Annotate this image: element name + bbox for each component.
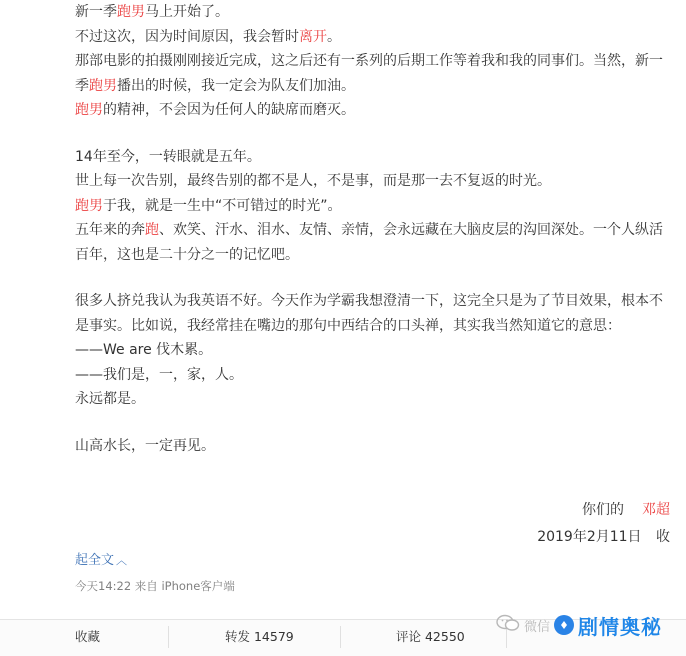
highlight-keyword[interactable]: 跑男 xyxy=(75,102,103,118)
post-line xyxy=(75,49,675,98)
text-segment: 山高水长，一定再见。 xyxy=(75,437,215,454)
text-segment: 五年来的奔 xyxy=(75,222,145,238)
signature-name: 邓超 xyxy=(642,502,670,518)
text-segment: 永远都是。 xyxy=(75,391,145,407)
post-meta: 今天14:22 来自 iPhone客户端 xyxy=(75,579,235,593)
post-date: 2019年2月11日 xyxy=(537,529,642,545)
paragraph-gap xyxy=(75,267,675,289)
post-line xyxy=(75,434,675,459)
post-line xyxy=(75,218,675,267)
post-line xyxy=(75,363,675,388)
highlight-keyword[interactable]: 跑 xyxy=(145,222,159,238)
text-segment: 不过这次，因为时间原因，我会暂时 xyxy=(75,28,299,45)
text-segment: 很多人挤兑我认为我英语不好。今天作为学霸我想澄清一下，这完全只是为了节目效果，根本不是事实。比如说，我经常挂在嘴边的那句中西结合的口头禅，其实我当然知道它的意思： xyxy=(75,293,663,334)
text-segment: ——We are 伐木累。 xyxy=(75,342,213,358)
post-line xyxy=(75,169,675,194)
post-line xyxy=(75,289,675,338)
text-segment: 马上开始了。 xyxy=(145,4,229,20)
paragraph-gap xyxy=(75,123,675,145)
chevron-up-icon: ︿ xyxy=(116,554,128,567)
highlight-keyword[interactable]: 跑男 xyxy=(117,4,145,20)
text-segment: 、欢笑、汗水、泪水、友情、亲情，会永远藏在大脑皮层的沟回深处。一个人纵活百年，这也是二十分之一的记忆吧。 xyxy=(75,222,663,263)
text-segment: 的精神，不会因为任何人的缺席而磨灭。 xyxy=(103,102,355,118)
post-line xyxy=(75,338,675,363)
collapse-label: 起全文 xyxy=(75,553,115,568)
collect-action[interactable]: 收 xyxy=(656,529,670,545)
highlight-keyword[interactable]: 跑男 xyxy=(75,197,103,214)
favorite-button[interactable]: 收藏 xyxy=(75,629,101,644)
post-line xyxy=(75,0,675,25)
collapse-full-text-link[interactable] xyxy=(75,551,127,571)
post-body xyxy=(75,0,675,458)
text-segment: 那部电影的拍摄刚刚接近完成，这之后还有一系列的后期工作等着我和我的同事们。当然，新一季 xyxy=(75,53,663,94)
text-segment: 世上每一次告别，最终告别的都不是人，不是事，而是那一去不复返的时光。 xyxy=(75,173,551,189)
watermark-brand: 剧情奥秘 xyxy=(578,614,662,639)
text-segment: ——我们是，一，家，人。 xyxy=(75,366,243,383)
post-date-row xyxy=(537,526,670,548)
post-line xyxy=(75,194,675,219)
wechat-icon xyxy=(496,614,520,636)
text-segment: 新一季 xyxy=(75,4,117,20)
highlight-keyword[interactable]: 跑男 xyxy=(89,77,117,94)
watermark-wechat-label: 微信 xyxy=(523,619,550,635)
post-line xyxy=(75,25,675,50)
highlight-keyword[interactable]: 离开 xyxy=(299,28,327,45)
brand-badge-icon xyxy=(554,615,574,635)
signature-prefix: 你们的 xyxy=(582,502,624,518)
text-segment: 14年至今，一转眼就是五年。 xyxy=(75,148,261,165)
post-line xyxy=(75,145,675,170)
post-line xyxy=(75,387,675,412)
text-segment: 于我，就是一生中“不可错过的时光”。 xyxy=(103,197,342,214)
watermark xyxy=(496,608,662,642)
signature xyxy=(582,499,670,521)
paragraph-gap xyxy=(75,412,675,434)
comment-button[interactable]: 评论 42550 xyxy=(396,629,465,644)
text-segment: 播出的时候，我一定会为队友们加油。 xyxy=(117,77,355,94)
text-segment: 。 xyxy=(327,28,341,45)
repost-button[interactable]: 转发 14579 xyxy=(225,629,294,644)
post-line xyxy=(75,98,675,123)
divider xyxy=(168,626,169,648)
divider xyxy=(340,626,341,648)
